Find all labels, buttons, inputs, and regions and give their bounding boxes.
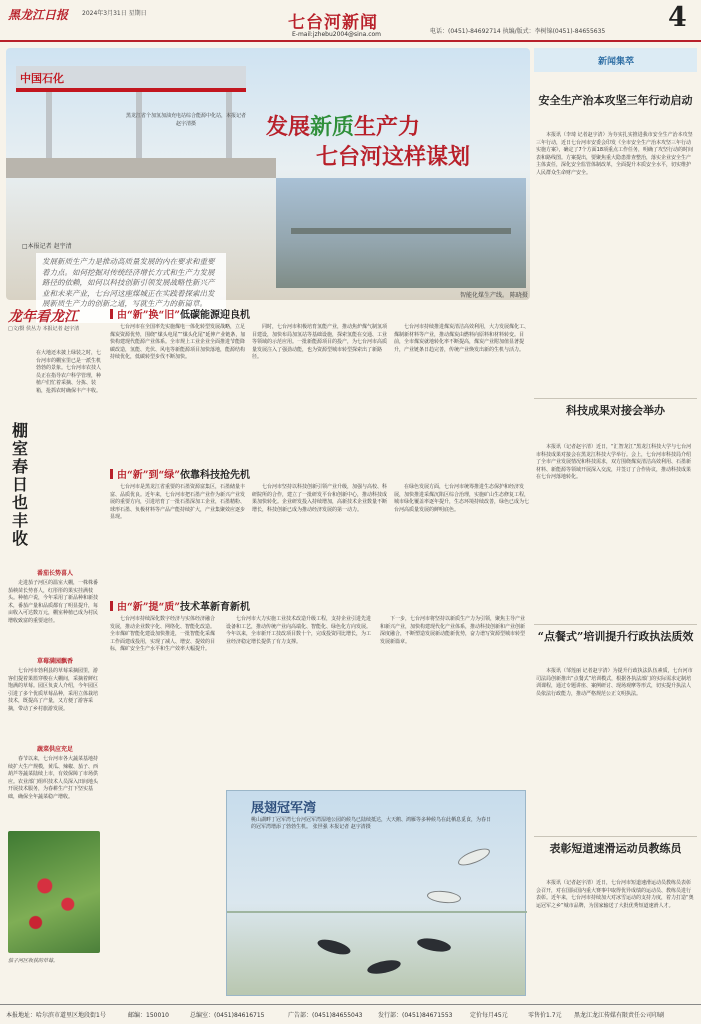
- hero-banner: [6, 48, 530, 308]
- brief-title-1: 安全生产治本攻坚三年行动启动: [538, 94, 693, 107]
- newspaper-header: [0, 0, 701, 42]
- feature-paragraph-3: 春节以来，七台河市各大蔬菜基地持续扩大生产规模，黄瓜、辣椒、茄子、西葫芦等蔬菜陆续上市，有效保障了市场供应。农业部门组织技术人员深入田间地头开展技术服务，为春耕生产打下坚实基础，确保全年蔬菜稳产增收。: [8, 756, 99, 800]
- footer-distribution-phone: 发行部：(0451)84671553: [378, 1012, 453, 1019]
- section-1-column-3: 七台河市持续推进煤炭清洁高效利用，大力发展煤化工、煤制新材料等产业，推动煤炭由燃料向原料和材料转变。目前，全市煤炭就地转化率不断提高，煤炭产业附加值显著提升，产业链条日趋完善，传统产业焕发出新的生机与活力。: [394, 324, 530, 353]
- section-2-column-1: 七台河市是黑龙江省重要的石墨资源富集区，石墨储量丰富、品质优良。近年来，七台河市把石墨产业作为新兴产业发展的重要方向，引进培育了一批石墨深加工企业，石墨精粉、球形石墨、负极材料等产品产能持续扩大，产业集聚效应逐步显现。: [110, 484, 246, 520]
- newspaper-footer: [0, 1004, 701, 1024]
- footer-postcode: 邮编：150010: [128, 1012, 169, 1019]
- water-horizon: [227, 911, 527, 913]
- section-1-column-1: 七台河市在全国率先实施煤电一体化转型发展战略，立足煤炭资源优势，围绕“煤头电尾”“煤头化尾”延伸产业链条，加快构建现代能源产业体系。全市规上工业企业全面推进节能降碳改造，氢能、光伏、风电等新能源项目加快落地，能源结构持续优化，低碳转型步伐不断加快。: [110, 324, 246, 360]
- headline-line-1: 发展新质生产力: [266, 114, 421, 140]
- section-2-column-2: 七台河市坚持以科技创新引领产业升级，加强与高校、科研院所的合作，建立了一批研发平台和创新中心，推动科技成果加快转化。企业研发投入持续增加，高新技术企业数量不断增长，科技创新已成为推动经济发展的第一动力。: [252, 484, 388, 513]
- section-title: 七台河新闻: [288, 13, 378, 33]
- hero-photo-caption: 黑龙江省个加氢加油充电站综合能源中化站，本报记者赵宇清摄: [126, 113, 247, 127]
- feature-paragraph-1: 走进茄子河区的温室大棚，一株株番茄秧苗长势喜人，红彤彤的果实挂满枝头。种植户说，今年采用了新品种和新技术，番茄产量和品质都有了明显提升，每亩收入可达数万元，棚室种植已成为村民增收致富的重要途径。: [8, 580, 99, 624]
- crane-photo-caption: 桃山湖畔丁冠军湾七台河冠军湾湿地公园的候鸟已陆续抵达，大天鹅、鸿雁等多种候鸟在此栖息觅食，为春日的冠军湾增添了勃勃生机。 张世强 本报记者 赵宇清摄: [251, 817, 492, 830]
- station-ground: [6, 158, 276, 178]
- brief-body-3: 本报讯（邹莲丽 记者赵宇清）为提升行政执法队伍素质，七台河市司法局创新推出“点餐式”培训模式，根据各执法部门的实际需求定制培训课程，通过专题讲座、案例研讨、现场观摩等形式，切实提升执法人员依法行政能力，推动严格规范公正文明执法。: [536, 668, 693, 697]
- footer-printer: 黑龙江龙江传媒有限责任公司印刷: [574, 1012, 665, 1019]
- footer-address: 本报地址：哈尔滨市道里区地段街1号: [6, 1012, 106, 1019]
- brief-title-3: “点餐式”培训提升行政执法质效: [537, 630, 694, 643]
- production-line: [291, 228, 511, 234]
- section-3-column-2: 七台河市大力实施工业技术改造升级工程，支持企业引进先进设备和工艺，推动传统产业向高端化、智能化、绿色化方向发展。今年以来，全市新开工技改项目数十个，完成投资同比增长，为工业经济稳定增长提供了有力支撑。: [226, 616, 372, 645]
- brief-body-2: 本报讯（记者赵宇清）近日，“汇智龙江”黑龙江科技大学与七台河市科技成果对接会在黑龙江科技大学举行。会上，七台河市科技局介绍了全市产业发展情况和科技需求，双方围绕煤炭清洁高效利用、石墨新材料、新能源等领域开展深入交流，并签订了合作协议，推动科技成果在七台河落地转化。: [536, 444, 692, 480]
- brief-title-4: 表彰短道速滑运动员教练员: [549, 842, 682, 855]
- wild-goose-icon: [366, 959, 401, 976]
- section-1-column-2: 同时，七台河市积极培育氢能产业，推动焦炉煤气制氢项目建设，加快布局加氢站等基础设施，探索氢能在交通、工业等领域的示范应用。一批新能源项目的投产，为七台河市高质量发展注入了强劲动能，也为资源型城市转型探索出了新路径。: [252, 324, 388, 360]
- white-crane-icon: [426, 888, 462, 906]
- section-2-column-3: 在绿色发展方面，七台河市统筹推进生态保护和经济发展，加快推进采煤沉陷区综合治理，实施矿山生态修复工程，城市绿化覆盖率逐年提升，生态环境持续改善，绿色已成为七台河高质量发展的鲜明底色。: [394, 484, 530, 513]
- feature-subhead-2: 草莓满园飘香: [36, 658, 73, 665]
- section-heading-1: 由“新”换“旧”低碳能源迎良机: [110, 306, 530, 322]
- hero-lead-paragraph: 发展新质生产力是推动高质量发展的内在要求和重要着力点。如何挖掘对传统经济增长方式和生产力发展路径的依赖，如何以科技创新引领发展战略性新兴产业和未来产业，七台河这座煤城正在实践着探索出发展新质生产力的创新之道，写就生产力的新篇章。: [36, 253, 226, 323]
- footer-retail-price: 零售价1.7元: [528, 1012, 562, 1019]
- heading-bar: [110, 469, 113, 479]
- feature-title: 棚室春日也丰收: [12, 421, 29, 548]
- column-logo: 龙年看龙江: [8, 309, 78, 325]
- footer-editorial-phone: 总编室：(0451)84616715: [190, 1012, 265, 1019]
- footer-price: 定价每月45元: [470, 1012, 508, 1019]
- factory-photo-caption: 智能化煤生产线。 陈晓摄: [460, 292, 528, 299]
- section-heading-2: 由“新”到“绿”依靠科技抢先机: [110, 466, 530, 482]
- contact-email: E-mail:jzhebu2004@sina.com: [292, 31, 382, 38]
- brief-body-1: 本报讯（李琦 记者赵宇清）为夯实扎实推进我市安全生产治本攻坚三年行动，近日七台河市安委会印发《全市安全生产治本攻坚三年行动实施方案》，确定了7个方面18项重点工作任务，明确了攻坚行动的时间表和路线图。方案提出，要聚焦重大隐患排查整治，落实企业安全生产主体责任，深化安全监管体制改革，全面提升本质安全水平，切实维护人民群众生命财产安全。: [536, 132, 694, 176]
- feature-paragraph-2: 七台河市勃利县的草莓采摘园里，游客们提着果篮穿梭在大棚间，采摘着鲜红饱满的草莓。园区负责人介绍，今年园区引进了多个优质草莓品种，采用立体栽培技术，既提高了产量，又方便了游客采摘，带动了乡村旅游发展。: [8, 668, 99, 712]
- briefs-banner: 新闻集萃: [534, 48, 697, 72]
- section-3-column-3: 下一步，七台河市将坚持以新质生产力为引领，聚焦主导产业和新兴产业，加快构建现代化产业体系，推动科技创新和产业创新深度融合，不断塑造发展新动能新优势，奋力谱写资源型城市转型发展新篇章。: [380, 616, 526, 645]
- page-number: 4: [668, 2, 687, 33]
- wild-goose-icon: [416, 935, 452, 955]
- feature-byline: □文/摄 侯丛力 本报记者 赵宇清: [8, 326, 80, 332]
- footer-ad-phone: 广告部：(0451)84655043: [288, 1012, 363, 1019]
- crane-photo-feature: [226, 790, 526, 996]
- station-brand-sign: 中国石化: [20, 72, 64, 85]
- wild-goose-icon: [316, 936, 352, 959]
- divider: [534, 836, 697, 837]
- feature-subhead-3: 蔬菜供应充足: [36, 746, 73, 753]
- white-crane-icon: [456, 846, 492, 868]
- feature-lead: 在大地还未披上绿装之时，七台河市的棚室里已是一派生机勃勃的景象。七台河市农技人员正在指导农户科学管理，种植户们忙着采摘、分拣、装箱，抢抓农时确保丰产丰收。: [36, 350, 102, 394]
- headline-line-2: 七台河这样谋划: [316, 144, 471, 170]
- news-briefs-column: [534, 48, 697, 998]
- divider: [534, 398, 697, 399]
- hero-byline: □本报记者 赵宇清: [22, 243, 72, 250]
- section-3-column-1: 七台河市持续深化数字经济与实体经济融合发展，推动企业数字化、网络化、智能化改造。全市煤矿智能化建设加快推进，一批智能化采煤工作面建成投用，实现了减人、增安、提效的目标，煤矿安全生产水平和生产效率大幅提升。: [110, 616, 216, 652]
- divider: [534, 624, 697, 625]
- brief-body-4: 本报讯（记者赵宇清）近日，七台河市短道速滑运动员教练员表彰会召开，对在国际国内重大赛事中取得优异成绩的运动员、教练员进行表彰。近年来，七台河市持续加大对冰雪运动的支持力度，着力打造“奥运冠军之乡”城市品牌，为国家输送了大批优秀短道速滑人才。: [536, 880, 694, 909]
- feature-subhead-1: 番茄长势喜人: [36, 570, 73, 577]
- strawberry-photo-caption: 茄子河区收获的草莓。: [8, 958, 59, 964]
- feature-column: [6, 306, 102, 996]
- editor-credits: 电话：(0451)-84692714 执编/版式：李树锦(0451)-84655635: [430, 28, 606, 35]
- heading-bar: [110, 309, 113, 319]
- brief-title-2: 科技成果对接会举办: [566, 404, 665, 417]
- canopy-pillar: [46, 92, 52, 162]
- issue-date: 2024年3月31日 星期日: [82, 10, 147, 17]
- masthead-logo: 黑龙江日报: [8, 8, 69, 22]
- strawberry-photo: [8, 831, 100, 953]
- section-heading-3: 由“新”提“质”技术革新育新机: [110, 598, 530, 614]
- crane-photo-title: 展翅冠军湾: [251, 801, 317, 816]
- heading-bar: [110, 601, 113, 611]
